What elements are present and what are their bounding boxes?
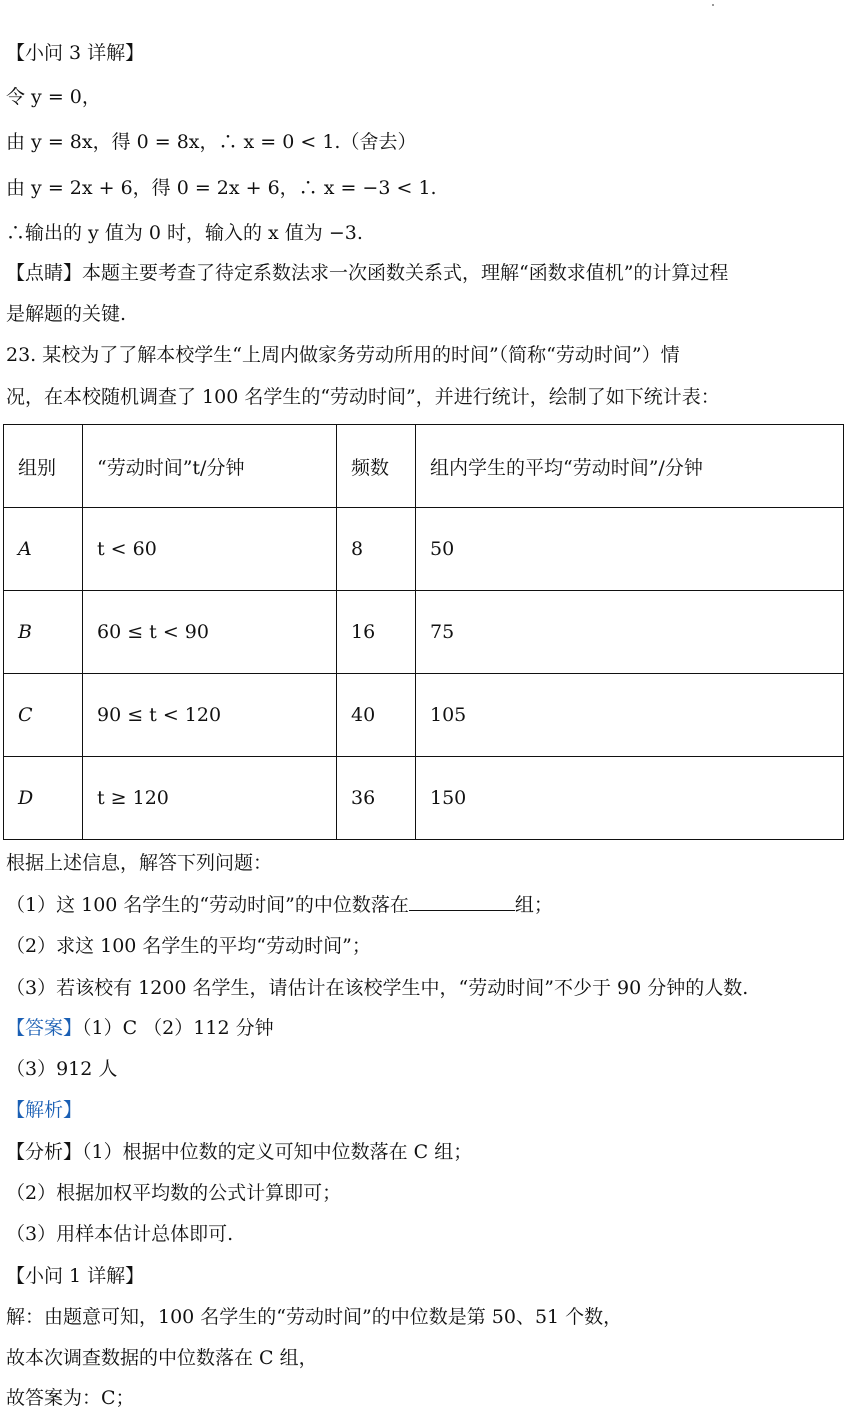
table-row — [4, 757, 844, 840]
table-cell: C — [4, 674, 83, 757]
table-cell: t < 60 — [83, 508, 337, 591]
table-row — [4, 591, 844, 674]
subquestion-3-heading: 【小问 3 详解】 — [6, 42, 145, 64]
header-cell: “劳动时间”t/分钟 — [83, 425, 337, 508]
table-cell: 36 — [337, 757, 416, 840]
table-cell: 50 — [416, 508, 844, 591]
table-cell: D — [4, 757, 83, 840]
stray-dot — [712, 4, 714, 6]
text-fragment: （1）这 100 名学生的“劳动时间”的中位数落在 — [6, 894, 409, 916]
table-cell: A — [4, 508, 83, 591]
text-line: 故本次调查数据的中位数落在 C 组， — [6, 1347, 318, 1369]
table-cell: 8 — [337, 508, 416, 591]
subquestion-2-line: （2）求这 100 名学生的平均“劳动时间”； — [6, 935, 371, 957]
analysis-tag: 【解析】 — [6, 1099, 83, 1121]
table-cell: 40 — [337, 674, 416, 757]
table-cell: 150 — [416, 757, 844, 840]
answer-tag: 【答案】 — [6, 1017, 83, 1039]
table-cell: t ≥ 120 — [83, 757, 337, 840]
text-line: ∴输出的 y 值为 0 时，输入的 x 值为 −3. — [6, 222, 363, 244]
table-cell: 60 ≤ t < 90 — [83, 591, 337, 674]
table-cell: 75 — [416, 591, 844, 674]
table-cell: 90 ≤ t < 120 — [83, 674, 337, 757]
answer-blank — [409, 892, 515, 911]
text-line: 令 y = 0， — [6, 86, 101, 108]
text-line: （3）用样本估计总体即可. — [6, 1223, 234, 1245]
text-line: 根据上述信息，解答下列问题： — [6, 852, 273, 874]
text-line: 由 y = 2x + 6，得 0 = 2x + 6，∴ x = −3 < 1. — [6, 177, 437, 199]
text-line: 由 y = 8x，得 0 = 8x，∴ x = 0 < 1.（舍去） — [6, 131, 417, 153]
answer-text: （1）C （2）112 分钟 — [82, 1017, 274, 1039]
header-cell: 组别 — [4, 425, 83, 508]
text-line: 【分析】（1）根据中位数的定义可知中位数落在 C 组； — [6, 1141, 473, 1163]
table-cell: 16 — [337, 591, 416, 674]
table-row — [4, 508, 844, 591]
table-row — [4, 674, 844, 757]
text-fragment: 组； — [514, 894, 553, 916]
answer-line: （3）912 人 — [6, 1058, 118, 1080]
text-line: （2）根据加权平均数的公式计算即可； — [6, 1182, 342, 1204]
question-23-line: 况，在本校随机调查了 100 名学生的“劳动时间”，并进行统计，绘制了如下统计表： — [6, 386, 720, 408]
subquestion-1-heading: 【小问 1 详解】 — [6, 1265, 145, 1287]
header-cell: 频数 — [337, 425, 416, 508]
header-cell: 组内学生的平均“劳动时间”/分钟 — [416, 425, 844, 508]
comment-line: 【点睛】本题主要考查了待定系数法求一次函数关系式，理解“函数求值机”的计算过程 — [6, 262, 729, 284]
table-cell: 105 — [416, 674, 844, 757]
table-cell: B — [4, 591, 83, 674]
comment-line: 是解题的关键. — [6, 303, 127, 325]
table-header-row — [4, 425, 844, 508]
answer-line — [6, 1015, 274, 1041]
text-line: 故答案为：C； — [6, 1387, 135, 1409]
subquestion-1-line — [6, 892, 553, 918]
subquestion-3-line: （3）若该校有 1200 名学生，请估计在该校学生中，“劳动时间”不少于 90 分钟的人数. — [6, 977, 749, 999]
question-23-line: 23. 某校为了了解本校学生“上周内做家务劳动所用的时间”（简称“劳动时间”）情 — [6, 344, 680, 366]
text-line: 解：由题意可知，100 名学生的“劳动时间”的中位数是第 50、51 个数， — [6, 1306, 623, 1328]
statistics-table — [3, 424, 844, 840]
